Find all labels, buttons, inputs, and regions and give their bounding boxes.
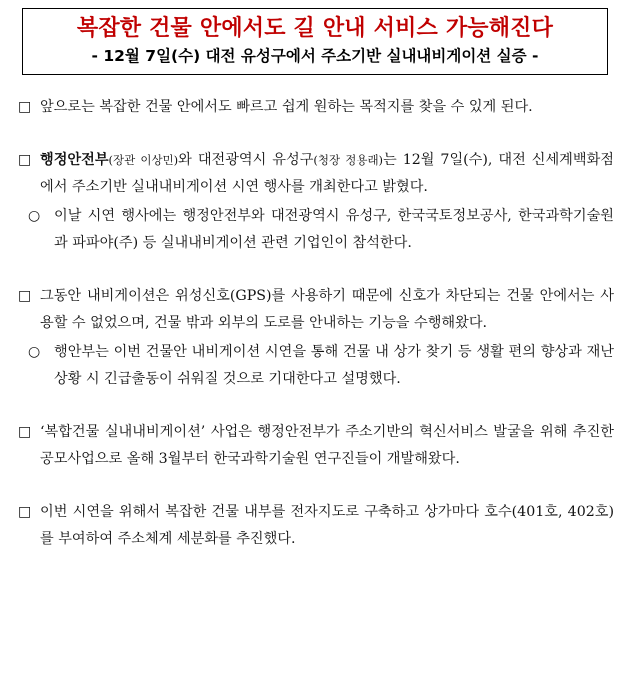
- square-bullet-icon: □: [18, 152, 32, 168]
- paragraph-text: 행안부는 이번 건물안 내비게이션 시연을 통해 건물 내 상가 찾기 등 생활 편의 향상과 재난상황 시 긴급출동이 쉬워질 것으로 기대한다고 설명했다.: [54, 344, 614, 387]
- circle-bullet-icon: ○: [28, 344, 41, 360]
- paragraph-1: [18, 94, 614, 121]
- paragraph-rest: 는 12월 7일(수), 대전 신세계백화점에서 주소기반 실내내비게이션 시연 행사를 개최한다고 밝혔다.: [40, 152, 614, 195]
- square-bullet-icon: □: [18, 504, 32, 520]
- square-bullet-icon: □: [18, 99, 32, 115]
- paragraph-text: 이날 시연 행사에는 행정안전부와 대전광역시 유성구, 한국국토정보공사, 한국과학기술원과 파파야(주) 등 실내내비게이션 관련 기업인이 참석한다.: [54, 208, 614, 251]
- mayor-note: (청장 정용래): [313, 153, 384, 167]
- ministry-name: 행정안전부: [40, 152, 109, 168]
- paragraph-4: [18, 419, 614, 473]
- circle-bullet-icon: ○: [28, 208, 41, 224]
- paragraph-text: 그동안 내비게이션은 위성신호(GPS)를 사용하기 때문에 신호가 차단되는 건물 안에서는 사용할 수 없었으며, 건물 밖과 외부의 도로를 안내하는 기능을 수행해왔다.: [40, 288, 614, 331]
- paragraph-text: 앞으로는 복잡한 건물 안에서도 빠르고 쉽게 원하는 목적지를 찾을 수 있게 된다.: [40, 99, 533, 115]
- paragraph-2: [18, 147, 614, 201]
- sub-paragraph-2: [18, 339, 614, 393]
- paragraph-mid: 와 대전광역시 유성구: [178, 152, 314, 168]
- paragraph-3: [18, 283, 614, 337]
- sub-paragraph-1: [18, 203, 614, 257]
- paragraph-text: 이번 시연을 위해서 복잡한 건물 내부를 전자지도로 구축하고 상가마다 호수(401호, 402호)를 부여하여 주소체계 세분화를 추진했다.: [40, 504, 614, 547]
- title-box: [22, 8, 608, 75]
- page-title: 복잡한 건물 안에서도 길 안내 서비스 가능해진다: [76, 16, 554, 41]
- page-subtitle: - 12월 7일(수) 대전 유성구에서 주소기반 실내내비게이션 실증 -: [91, 47, 539, 65]
- minister-note: (장관 이상민): [108, 153, 179, 167]
- paragraph-5: [18, 499, 614, 553]
- article-body: [18, 94, 614, 579]
- square-bullet-icon: □: [18, 288, 32, 304]
- square-bullet-icon: □: [18, 424, 32, 440]
- paragraph-text: ‘복합건물 실내내비게이션’ 사업은 행정안전부가 주소기반의 혁신서비스 발굴을 위해 추진한 공모사업으로 올해 3월부터 한국과학기술원 연구진들이 개발해왔다.: [40, 424, 614, 467]
- paragraph-text: [40, 147, 614, 201]
